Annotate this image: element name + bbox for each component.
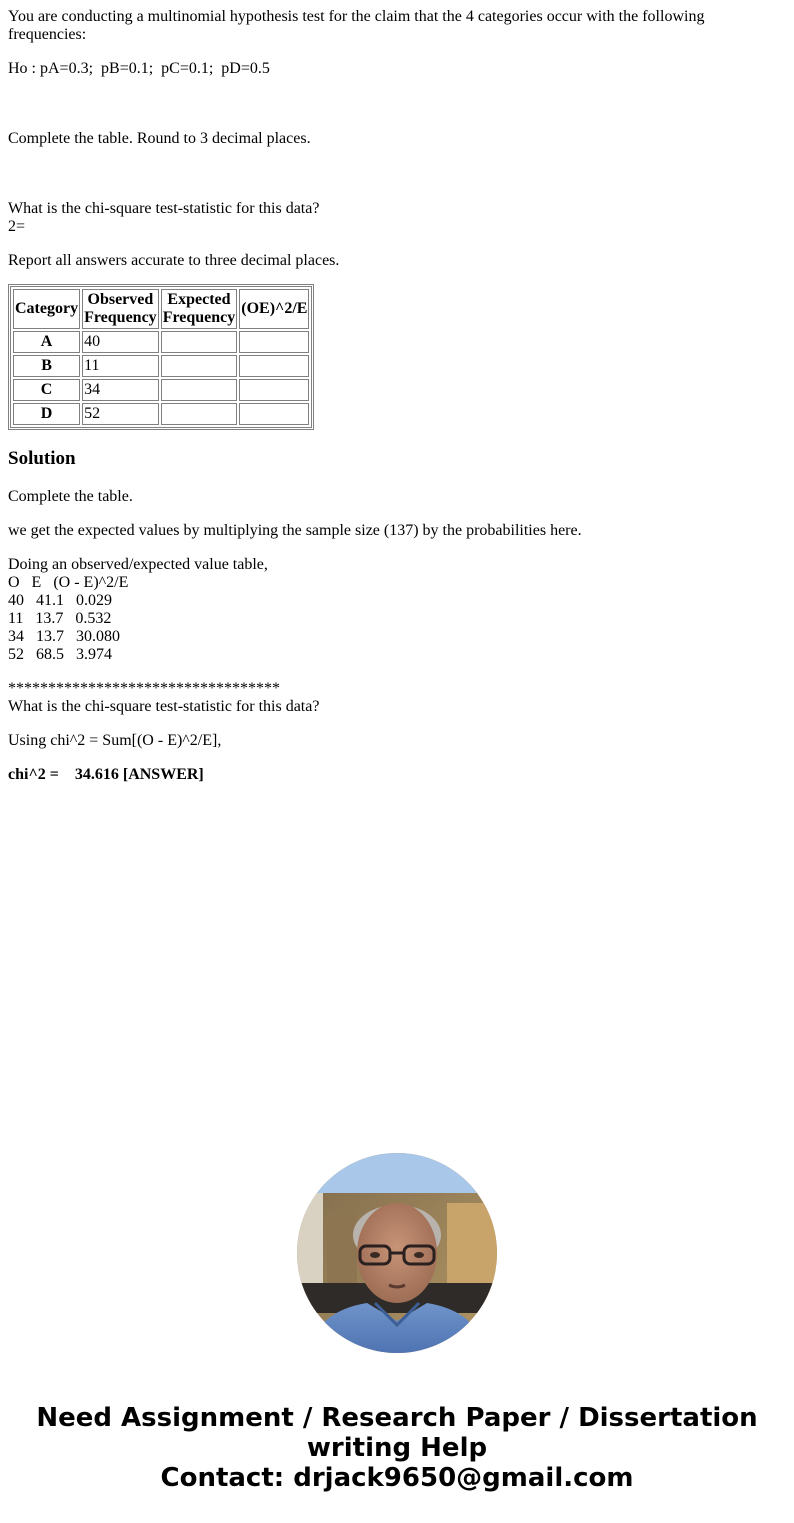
expected-cell bbox=[161, 403, 238, 425]
spacer bbox=[8, 94, 786, 130]
footer-contact: Contact: drjack9650@gmail.com bbox=[160, 1463, 634, 1493]
category-cell: A bbox=[13, 331, 80, 353]
expected-cell bbox=[161, 355, 238, 377]
oe-cell bbox=[239, 403, 309, 425]
oe-table-block bbox=[8, 556, 786, 664]
observed-cell: 40 bbox=[82, 331, 159, 353]
header-oe: (OE)^2/E bbox=[239, 289, 309, 329]
header-category: Category bbox=[13, 289, 80, 329]
chi-question-text: What is the chi-square test-statistic for this data? bbox=[8, 200, 320, 217]
footer-line-2: writing Help bbox=[306, 1433, 488, 1463]
solution-chi-question: What is the chi-square test-statistic for this data? bbox=[8, 698, 320, 715]
table-row bbox=[13, 355, 309, 377]
oe-intro: Doing an observed/expected value table, bbox=[8, 556, 268, 573]
expected-cell bbox=[161, 379, 238, 401]
solution-heading: Solution bbox=[8, 448, 76, 469]
category-cell: D bbox=[13, 403, 80, 425]
oe-header: O E (O - E)^2/E bbox=[8, 574, 129, 591]
table-row bbox=[13, 331, 309, 353]
expected-explanation: we get the expected values by multiplying the sample size (137) by the probabilities here. bbox=[8, 522, 582, 539]
spacer bbox=[8, 164, 786, 200]
question-intro: You are conducting a multinomial hypothesis test for the claim that the 4 categories occur with the following frequencies: bbox=[8, 8, 705, 43]
table-row bbox=[13, 403, 309, 425]
oe-row: 34 13.7 30.080 bbox=[8, 628, 120, 645]
complete-table-instruction: Complete the table. Round to 3 decimal places. bbox=[8, 130, 311, 147]
category-cell: B bbox=[13, 355, 80, 377]
chi-block bbox=[8, 680, 786, 716]
observed-cell: 52 bbox=[82, 403, 159, 425]
footer-advert bbox=[0, 1403, 794, 1493]
table-header-row bbox=[13, 289, 309, 329]
chi-square-question bbox=[8, 200, 786, 236]
oe-cell bbox=[239, 331, 309, 353]
footer-line-1: Need Assignment / Research Paper / Dissertation bbox=[36, 1403, 758, 1433]
header-observed: Observed Frequency bbox=[82, 289, 159, 329]
oe-cell bbox=[239, 379, 309, 401]
frequency-table bbox=[10, 286, 312, 428]
table-row bbox=[13, 379, 309, 401]
oe-row: 52 68.5 3.974 bbox=[8, 646, 112, 663]
header-expected: Expected Frequency bbox=[161, 289, 238, 329]
observed-cell: 11 bbox=[82, 355, 159, 377]
chi-answer-blank: 2= bbox=[8, 218, 26, 235]
null-hypothesis: Ho : pA=0.3; pB=0.1; pC=0.1; pD=0.5 bbox=[8, 60, 270, 77]
report-instruction: Report all answers accurate to three decimal places. bbox=[8, 252, 340, 269]
author-photo bbox=[297, 1153, 497, 1353]
solution-complete: Complete the table. bbox=[8, 488, 133, 505]
final-answer: chi^2 = 34.616 [ANSWER] bbox=[8, 766, 204, 783]
expected-cell bbox=[161, 331, 238, 353]
document-body bbox=[8, 8, 786, 800]
oe-row: 40 41.1 0.029 bbox=[8, 592, 112, 609]
oe-cell bbox=[239, 355, 309, 377]
category-cell: C bbox=[13, 379, 80, 401]
observed-cell: 34 bbox=[82, 379, 159, 401]
oe-row: 11 13.7 0.532 bbox=[8, 610, 112, 627]
chi-formula: Using chi^2 = Sum[(O - E)^2/E], bbox=[8, 732, 222, 749]
separator-stars: ********************************** bbox=[8, 680, 280, 697]
